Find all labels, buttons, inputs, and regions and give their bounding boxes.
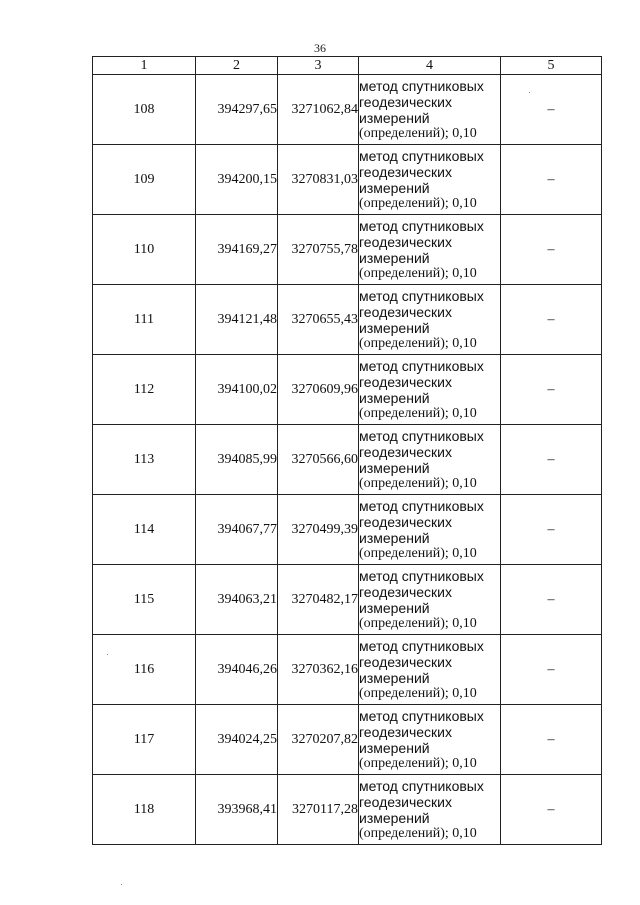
x-coordinate-cell: 394067,77 bbox=[196, 495, 278, 565]
method-cell bbox=[359, 705, 501, 775]
column-header-5: 5 bbox=[501, 57, 602, 75]
method-text-line: геодезических bbox=[359, 723, 452, 740]
method-text-line: измерений bbox=[359, 179, 430, 196]
method-text-line: метод спутниковых bbox=[359, 707, 484, 724]
method-text-line: геодезических bbox=[359, 373, 452, 390]
y-coordinate-cell: 3270566,60 bbox=[278, 425, 359, 495]
method-cell bbox=[359, 215, 501, 285]
y-coordinate-cell: 3270499,39 bbox=[278, 495, 359, 565]
y-coordinate-cell: 3270609,96 bbox=[278, 355, 359, 425]
note-cell: – bbox=[501, 75, 602, 145]
y-coordinate-cell: 3270482,17 bbox=[278, 565, 359, 635]
y-coordinate-cell: 3270655,43 bbox=[278, 285, 359, 355]
method-text-line: измерений bbox=[359, 459, 430, 476]
method-cell bbox=[359, 75, 501, 145]
method-text-line: (определений); 0,10 bbox=[359, 545, 477, 561]
method-text-line: измерений bbox=[359, 249, 430, 266]
point-number-cell: 111 bbox=[93, 285, 196, 355]
y-coordinate-cell: 3270362,16 bbox=[278, 635, 359, 705]
method-cell bbox=[359, 495, 501, 565]
table-row bbox=[93, 775, 602, 845]
table-row bbox=[93, 215, 602, 285]
method-text-line: (определений); 0,10 bbox=[359, 615, 477, 631]
page-number: 36 bbox=[314, 41, 326, 55]
x-coordinate-cell: 394121,48 bbox=[196, 285, 278, 355]
point-number-cell: 113 bbox=[93, 425, 196, 495]
y-coordinate-cell: 3270755,78 bbox=[278, 215, 359, 285]
table-row bbox=[93, 75, 602, 145]
method-text-line: геодезических bbox=[359, 93, 452, 110]
method-cell bbox=[359, 425, 501, 495]
method-text-line: (определений); 0,10 bbox=[359, 405, 477, 421]
point-number-cell: 112 bbox=[93, 355, 196, 425]
point-number-cell: 117 bbox=[93, 705, 196, 775]
method-text-line: измерений bbox=[359, 389, 430, 406]
x-coordinate-cell: 393968,41 bbox=[196, 775, 278, 845]
point-number-cell: 110 bbox=[93, 215, 196, 285]
table-row bbox=[93, 705, 602, 775]
x-coordinate-cell: 394297,65 bbox=[196, 75, 278, 145]
method-text-line: метод спутниковых bbox=[359, 217, 484, 234]
method-text-line: метод спутниковых bbox=[359, 287, 484, 304]
table-row bbox=[93, 425, 602, 495]
table-row bbox=[93, 285, 602, 355]
y-coordinate-cell: 3270207,82 bbox=[278, 705, 359, 775]
note-cell: – bbox=[501, 565, 602, 635]
method-text-line: (определений); 0,10 bbox=[359, 335, 477, 351]
method-text-line: (определений); 0,10 bbox=[359, 755, 477, 771]
method-text-line: геодезических bbox=[359, 653, 452, 670]
method-text-line: геодезических bbox=[359, 583, 452, 600]
method-text-line: (определений); 0,10 bbox=[359, 265, 477, 281]
point-number-cell: 115 bbox=[93, 565, 196, 635]
note-cell: – bbox=[501, 775, 602, 845]
note-cell: – bbox=[501, 145, 602, 215]
method-text-line: (определений); 0,10 bbox=[359, 825, 477, 841]
note-cell: – bbox=[501, 635, 602, 705]
method-text-line: (определений); 0,10 bbox=[359, 125, 477, 141]
y-coordinate-cell: 3270831,03 bbox=[278, 145, 359, 215]
note-cell: – bbox=[501, 495, 602, 565]
method-text-line: измерений bbox=[359, 809, 430, 826]
y-coordinate-cell: 3271062,84 bbox=[278, 75, 359, 145]
point-number-cell: 109 bbox=[93, 145, 196, 215]
column-header-2: 2 bbox=[196, 57, 278, 75]
table-row bbox=[93, 355, 602, 425]
scan-speck bbox=[121, 884, 122, 885]
header-row bbox=[93, 57, 602, 75]
table-row bbox=[93, 145, 602, 215]
method-text-line: метод спутниковых bbox=[359, 497, 484, 514]
x-coordinate-cell: 394046,26 bbox=[196, 635, 278, 705]
method-text-line: измерений bbox=[359, 739, 430, 756]
note-cell: – bbox=[501, 705, 602, 775]
scan-speck bbox=[107, 654, 108, 655]
method-text-line: метод спутниковых bbox=[359, 567, 484, 584]
method-text-line: измерений bbox=[359, 669, 430, 686]
scan-speck bbox=[529, 92, 530, 93]
method-text-line: (определений); 0,10 bbox=[359, 195, 477, 211]
method-text-line: метод спутниковых bbox=[359, 357, 484, 374]
point-number-cell: 116 bbox=[93, 635, 196, 705]
method-text-line: измерений bbox=[359, 109, 430, 126]
y-coordinate-cell: 3270117,28 bbox=[278, 775, 359, 845]
x-coordinate-cell: 394100,02 bbox=[196, 355, 278, 425]
method-text-line: геодезических bbox=[359, 443, 452, 460]
note-cell: – bbox=[501, 425, 602, 495]
method-text-line: геодезических bbox=[359, 163, 452, 180]
point-number-cell: 108 bbox=[93, 75, 196, 145]
column-header-4: 4 bbox=[359, 57, 501, 75]
method-text-line: измерений bbox=[359, 319, 430, 336]
point-number-cell: 118 bbox=[93, 775, 196, 845]
method-cell bbox=[359, 145, 501, 215]
method-cell bbox=[359, 355, 501, 425]
method-text-line: (определений); 0,10 bbox=[359, 685, 477, 701]
method-text-line: метод спутниковых bbox=[359, 77, 484, 94]
x-coordinate-cell: 394085,99 bbox=[196, 425, 278, 495]
point-number-cell: 114 bbox=[93, 495, 196, 565]
note-cell: – bbox=[501, 355, 602, 425]
method-text-line: измерений bbox=[359, 599, 430, 616]
x-coordinate-cell: 394024,25 bbox=[196, 705, 278, 775]
method-cell bbox=[359, 285, 501, 355]
method-text-line: метод спутниковых bbox=[359, 637, 484, 654]
table-row bbox=[93, 565, 602, 635]
column-header-3: 3 bbox=[278, 57, 359, 75]
note-cell: – bbox=[501, 215, 602, 285]
x-coordinate-cell: 394169,27 bbox=[196, 215, 278, 285]
table-row bbox=[93, 635, 602, 705]
method-text-line: метод спутниковых bbox=[359, 147, 484, 164]
x-coordinate-cell: 394200,15 bbox=[196, 145, 278, 215]
method-cell bbox=[359, 635, 501, 705]
table-row bbox=[93, 495, 602, 565]
method-text-line: геодезических bbox=[359, 513, 452, 530]
method-text-line: геодезических bbox=[359, 303, 452, 320]
method-text-line: измерений bbox=[359, 529, 430, 546]
method-text-line: геодезических bbox=[359, 793, 452, 810]
method-cell bbox=[359, 775, 501, 845]
method-text-line: метод спутниковых bbox=[359, 777, 484, 794]
column-header-1: 1 bbox=[93, 57, 196, 75]
note-cell: – bbox=[501, 285, 602, 355]
method-text-line: (определений); 0,10 bbox=[359, 475, 477, 491]
coordinates-table bbox=[92, 56, 602, 845]
method-text-line: метод спутниковых bbox=[359, 427, 484, 444]
x-coordinate-cell: 394063,21 bbox=[196, 565, 278, 635]
method-text-line: геодезических bbox=[359, 233, 452, 250]
method-cell bbox=[359, 565, 501, 635]
